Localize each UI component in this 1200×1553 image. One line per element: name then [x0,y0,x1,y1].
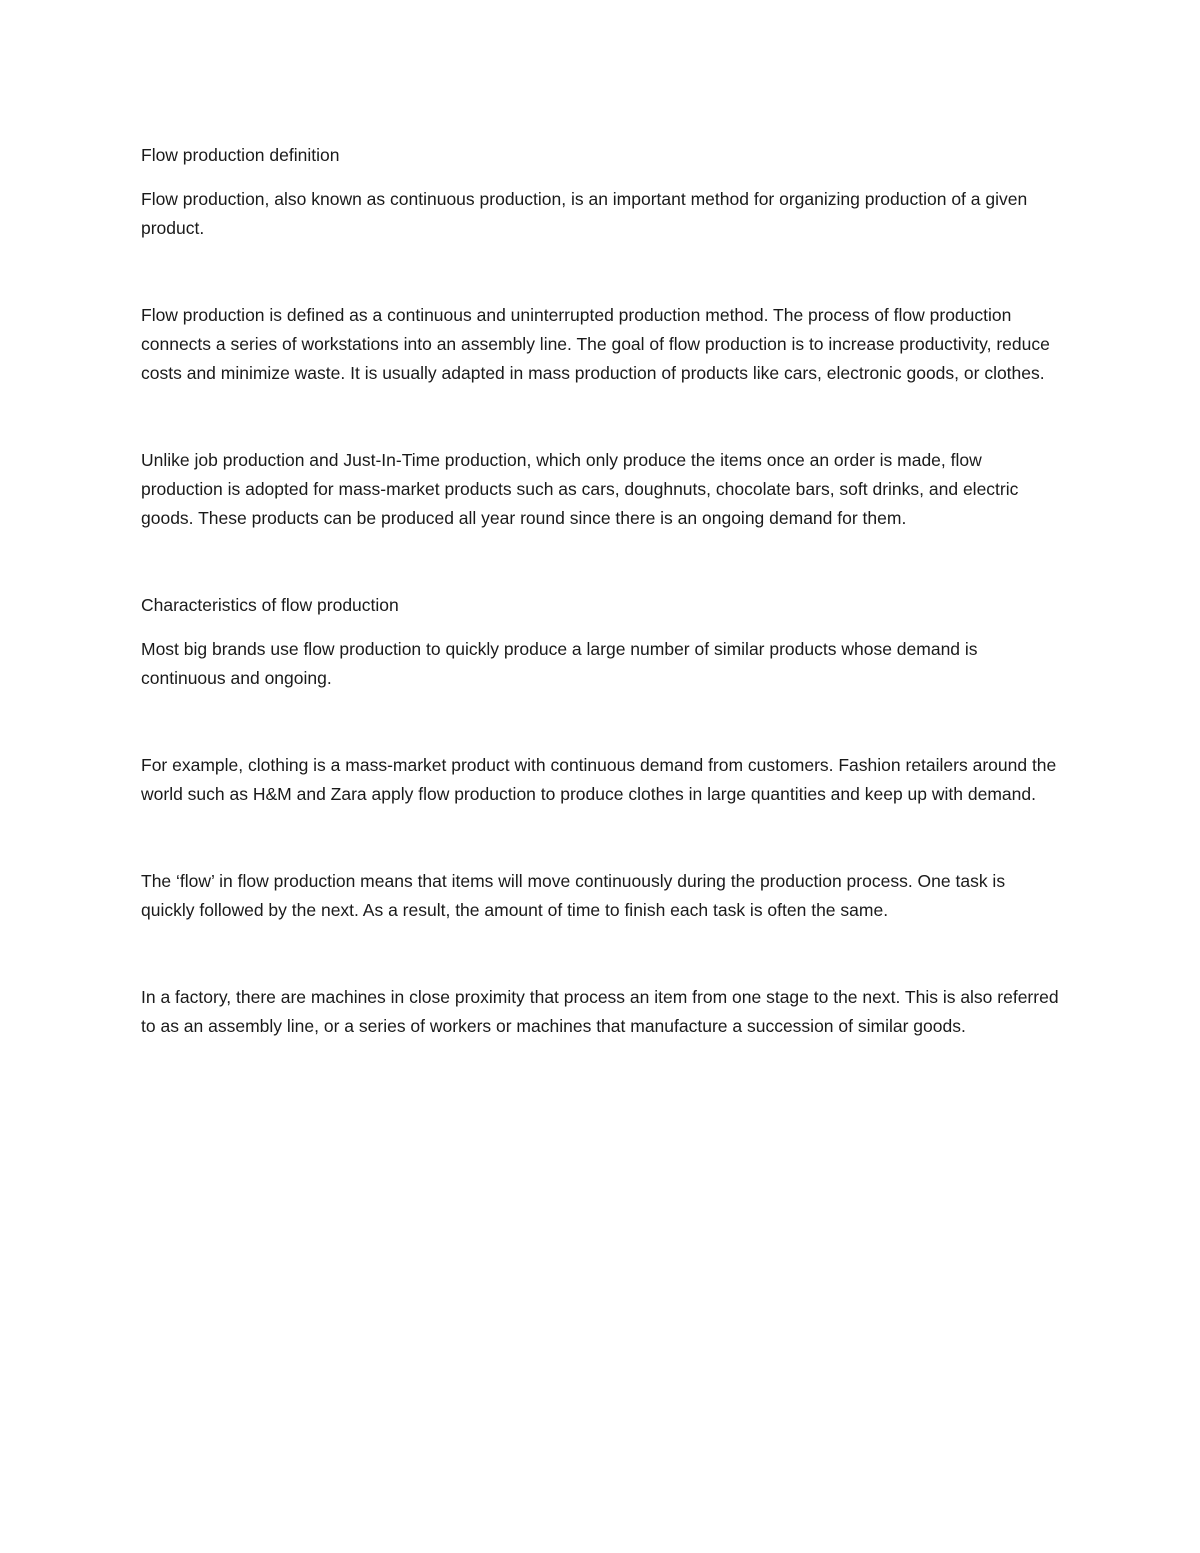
document-body [141,141,1061,1041]
section-heading-characteristics: Characteristics of flow production [141,595,399,615]
paragraph: In a factory, there are machines in close proximity that process an item from one stage to the next. This is also referred to as an assembly line, or a series of workers or machines that manufacture a succession of similar goods. [141,987,1059,1036]
section-heading-definition: Flow production definition [141,145,340,165]
paragraph: The ‘flow’ in flow production means that items will move continuously during the production process. One task is quickly followed by the next. As a result, the amount of time to finish each task is often the same. [141,871,1006,920]
paragraph: Flow production, also known as continuous production, is an important method for organizing production of a given product. [141,189,1028,238]
paragraph: Unlike job production and Just-In-Time production, which only produce the items once an order is made, flow production is adopted for mass-market products such as cars, doughnuts, chocolate bars, soft drinks, and electric goods. These products can be produced all year round since there is an ongoing demand for them. [141,450,1019,528]
paragraph: For example, clothing is a mass-market product with continuous demand from customers. Fashion retailers around the world such as H&M and Zara apply flow production to produce clothes in large quantities and keep up with demand. [141,755,1057,804]
paragraph: Flow production is defined as a continuous and uninterrupted production method. The process of flow production connects a series of workstations into an assembly line. The goal of flow production is to increase productivity, reduce costs and minimize waste. It is usually adapted in mass production of products like cars, electronic goods, or clothes. [141,305,1050,383]
paragraph: Most big brands use flow production to quickly produce a large number of similar products whose demand is continuous and ongoing. [141,639,978,688]
